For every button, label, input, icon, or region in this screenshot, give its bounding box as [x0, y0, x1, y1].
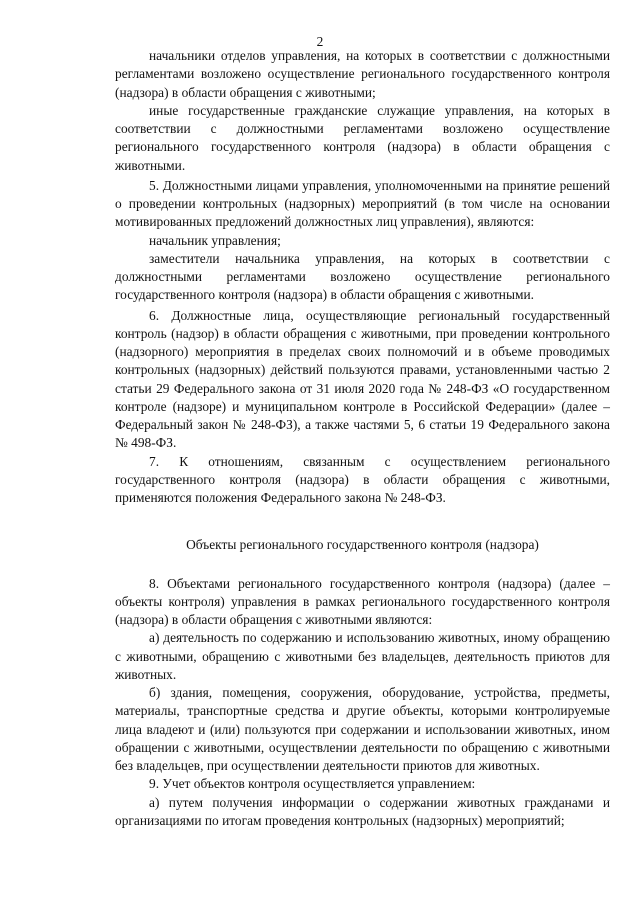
paragraph: начальник управления; — [149, 232, 281, 248]
paragraph: 7. К отношениям, связанным с осуществлением регионального государственного контроля (надзора) в области обращения с животными, применяются положения Федерального закона № 248-ФЗ. — [115, 453, 610, 505]
page-number: 2 — [316, 34, 324, 49]
paragraph: а) путем получения информации о содержании животных гражданами и организациями по итогам проведения контрольных (надзорных) мероприятий; — [115, 794, 610, 828]
paragraph: а) деятельность по содержанию и использованию животных, иному обращению с животными, обращению с животными без владельцев, деятельность приютов для животных. — [115, 630, 610, 682]
paragraph: 6. Должностные лица, осуществляющие региональный государственный контроль (надзор) в области обращения с животными, при проведении контрольного (надзорного) мероприятия в пределах своих полномочий и в объеме проводимых контрольных (надзорных) действий пользуются правами, установленными частью 2 статьи 29 Федерального закона от 31 июля 2020 года № 248-ФЗ «О государственном контроле (надзоре) и муниципальном контроле в Российской Федерации» (далее – Федеральный закон № 248-ФЗ), а также частями 5, 6 статьи 19 Федерального закона № 498-ФЗ. — [115, 307, 610, 451]
paragraph: начальники отделов управления, на которых в соответствии с должностными регламентами возложено осуществление регионального государственного контроля (надзора) в области обращения с животными; — [115, 48, 610, 100]
paragraph: 9. Учет объектов контроля осуществляется управлением: — [149, 776, 476, 792]
document-body — [115, 47, 610, 830]
paragraph: 8. Объектами регионального государственного контроля (надзора) (далее – объекты контроля) управления в рамках регионального государственного контроля (надзора) в области обращения с животными являются: — [115, 575, 610, 627]
paragraph: иные государственные гражданские служащие управления, на которых в соответствии с должностными регламентами возложено осуществление регионального государственного контроля (надзора) в области обращения с животными. — [115, 102, 610, 173]
paragraph: б) здания, помещения, сооружения, оборудование, устройства, предметы, материалы, транспортные средства и другие объекты, которыми контролируемые лица владеют и (или) пользуются при содержании и использовании животных, ином обращении с животными, осуществлении деятельности по обращению с животными без владельцев, при осуществлении деятельности приютов для животных. — [115, 685, 610, 773]
paragraph: 5. Должностными лицами управления, уполномоченными на принятие решений о проведении контрольных (надзорных) мероприятий (в том числе на основании мотивированных предложений должностных лиц управления), являются: — [115, 177, 610, 230]
paragraph: заместители начальника управления, на которых в соответствии с должностными регламентами возложено осуществление регионального государственного контроля (надзора) в области обращения с животными. — [115, 250, 610, 303]
section-heading: Объекты регионального государственного контроля (надзора) — [186, 537, 539, 553]
